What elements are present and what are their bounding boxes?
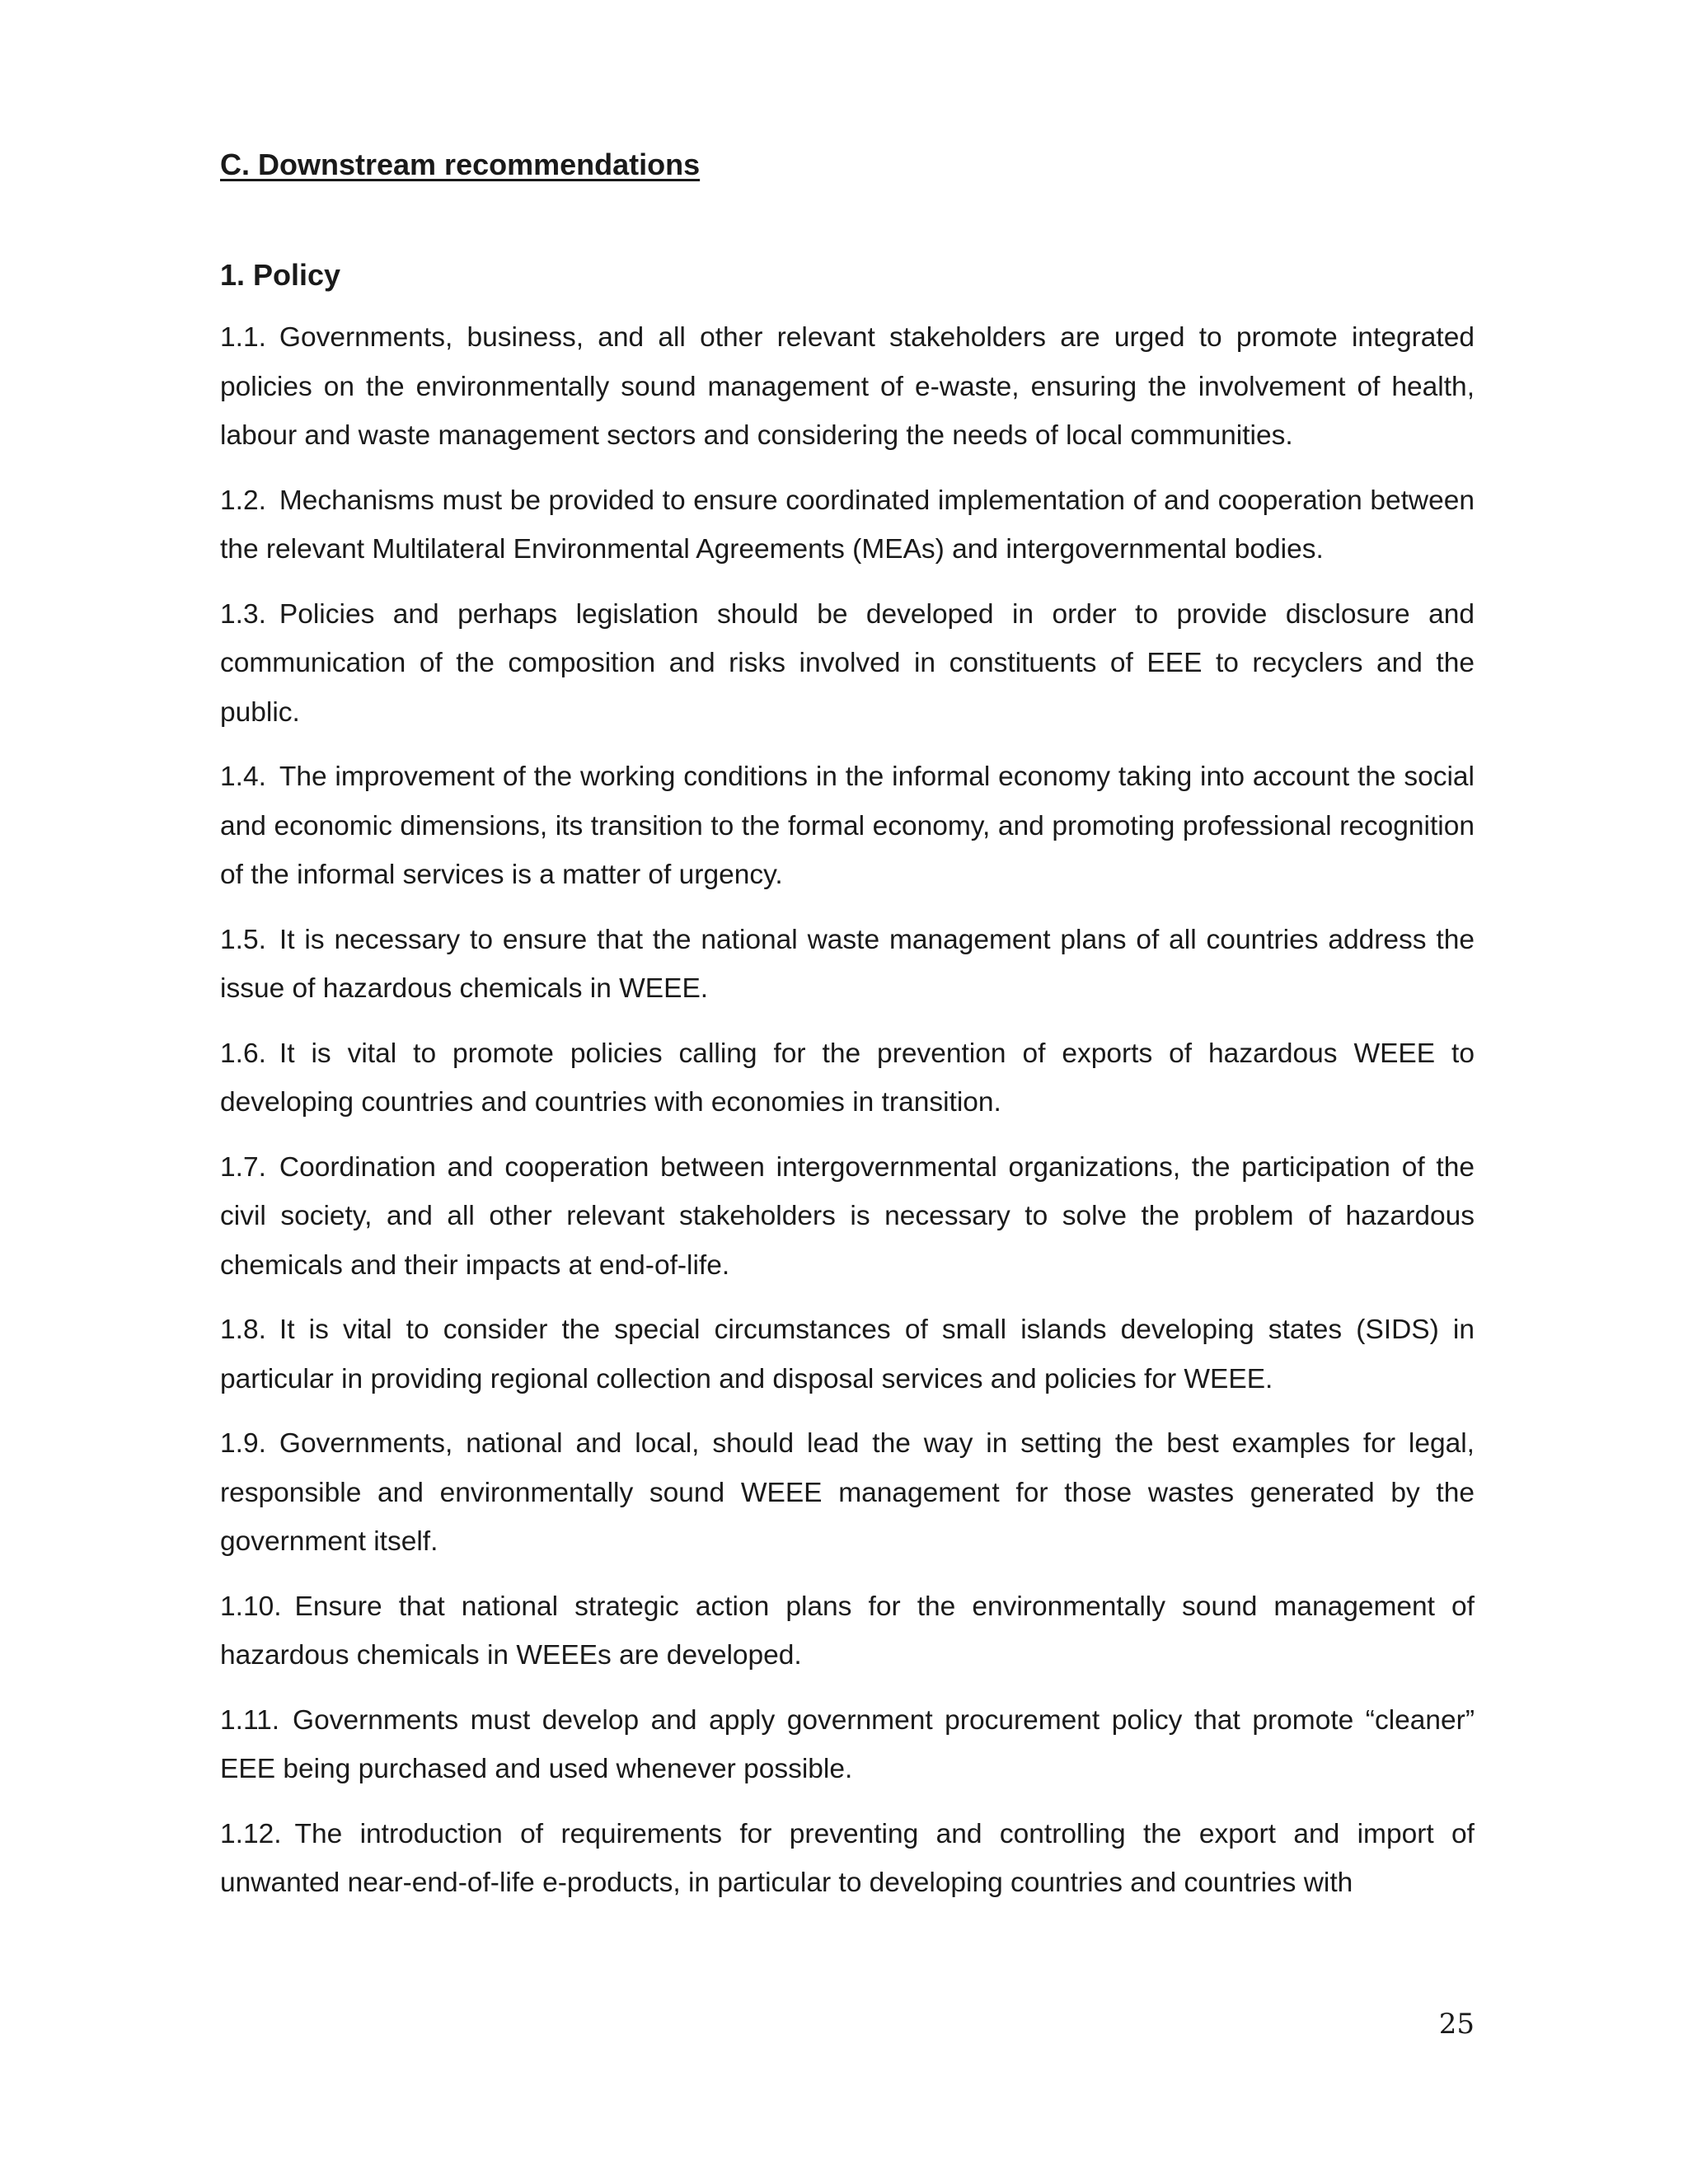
paragraph-text: The introduction of requirements for preventing and controlling the export and import of unwanted near-end-of-life e-products, in particular to developing countries and countries with bbox=[220, 1818, 1475, 1898]
paragraph-number: 1.12. bbox=[220, 1818, 282, 1849]
page-content bbox=[220, 142, 1475, 1924]
paragraph-text: Governments, business, and all other relevant stakeholders are urged to promote integrated policies on the environmentally sound management of e-waste, ensuring the involvement of health, labour and waste management sectors and considering the needs of local communities. bbox=[220, 322, 1475, 451]
paragraph-number: 1.7. bbox=[220, 1151, 266, 1183]
paragraph-number: 1.1. bbox=[220, 322, 266, 353]
paragraph-text: The improvement of the working conditions in the informal economy taking into account the social and economic dimensions, its transition to the formal economy, and promoting professional recognition of the informal services is a matter of urgency. bbox=[220, 762, 1475, 890]
paragraph-1-1 bbox=[220, 313, 1475, 461]
paragraph-text: Mechanisms must be provided to ensure coordinated implementation of and cooperation between the relevant Multilateral Environmental Agreements (MEAs) and intergovernmental bodies. bbox=[220, 485, 1475, 565]
paragraph-1-11 bbox=[220, 1696, 1475, 1794]
paragraph-1-9 bbox=[220, 1419, 1475, 1567]
paragraph-number: 1.10. bbox=[220, 1591, 282, 1622]
paragraph-text: Governments must develop and apply government procurement policy that promote “cleaner” EEE being purchased and used whenever possible. bbox=[220, 1704, 1475, 1784]
paragraph-1-8 bbox=[220, 1305, 1475, 1404]
paragraph-text: It is vital to promote policies calling for the prevention of exports of hazardous WEEE to developing countries and countries with economies in transition. bbox=[220, 1038, 1475, 1118]
paragraph-number: 1.3. bbox=[220, 598, 266, 630]
paragraph-text: Ensure that national strategic action plans for the environmentally sound management of hazardous chemicals in WEEEs are developed. bbox=[220, 1591, 1475, 1671]
paragraph-text: Coordination and cooperation between intergovernmental organizations, the participation of the civil society, and all other relevant stakeholders is necessary to solve the problem of hazardous chemicals and their impacts at end-of-life. bbox=[220, 1151, 1475, 1281]
paragraph-number: 1.2. bbox=[220, 485, 266, 516]
paragraph-1-7 bbox=[220, 1143, 1475, 1291]
paragraph-1-10 bbox=[220, 1582, 1475, 1680]
paragraph-text: It is necessary to ensure that the national waste management plans of all countries address the issue of hazardous chemicals in WEEE. bbox=[220, 924, 1475, 1004]
paragraph-1-5 bbox=[220, 916, 1475, 1014]
paragraph-1-2 bbox=[220, 476, 1475, 574]
paragraph-number: 1.11. bbox=[220, 1704, 280, 1736]
paragraph-number: 1.5. bbox=[220, 924, 266, 955]
paragraph-1-4 bbox=[220, 752, 1475, 900]
paragraph-number: 1.8. bbox=[220, 1315, 266, 1345]
paragraph-1-6 bbox=[220, 1029, 1475, 1127]
section-heading: C. Downstream recommendations bbox=[220, 148, 701, 181]
paragraph-text: It is vital to consider the special circumstances of small islands developing states (SIDS) in particular in providing regional collection and disposal services and policies for WEEE. bbox=[220, 1315, 1475, 1394]
paragraph-text: Policies and perhaps legislation should be developed in order to provide disclosure and communication of the composition and risks involved in constituents of EEE to recyclers and the public. bbox=[220, 598, 1475, 728]
paragraph-number: 1.6. bbox=[220, 1038, 266, 1069]
page-number: 25 bbox=[1438, 2008, 1475, 2041]
paragraph-1-12 bbox=[220, 1810, 1475, 1908]
paragraph-1-3 bbox=[220, 590, 1475, 738]
paragraph-number: 1.4. bbox=[220, 762, 266, 792]
subsection-heading: 1. Policy bbox=[220, 258, 341, 292]
paragraph-text: Governments, national and local, should lead the way in setting the best examples for legal, responsible and environmentally sound WEEE management for those wastes generated by the government itself. bbox=[220, 1428, 1475, 1557]
paragraph-number: 1.9. bbox=[220, 1428, 266, 1459]
